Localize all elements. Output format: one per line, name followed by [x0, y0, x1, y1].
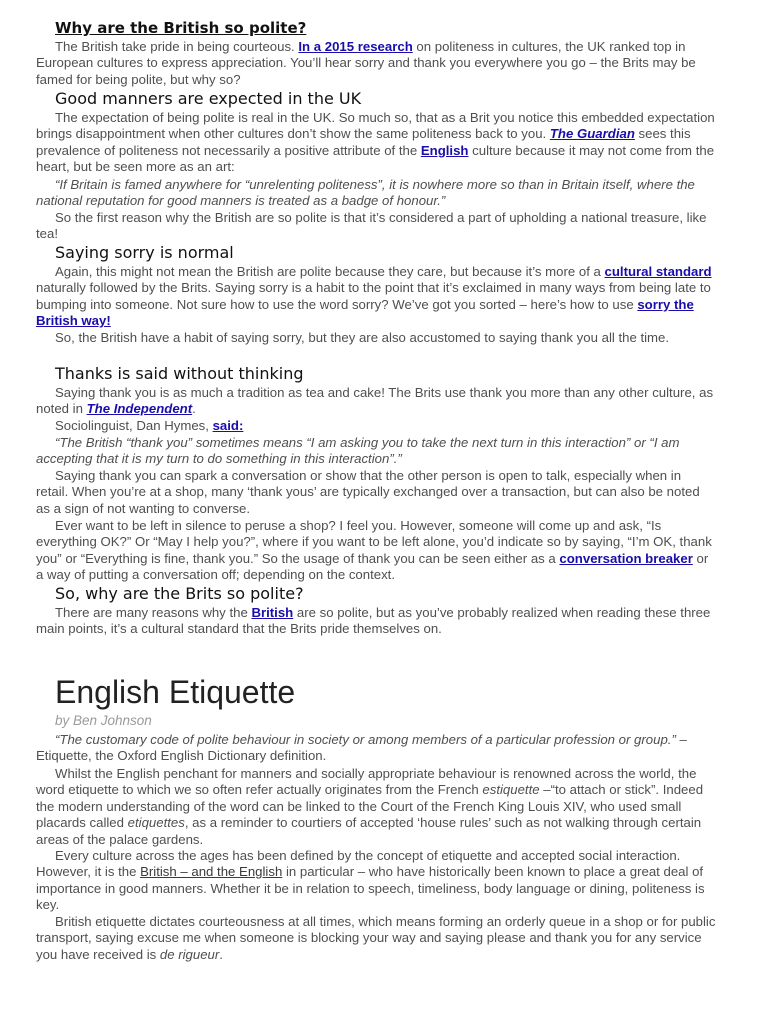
- heading-saying-sorry: Saying sorry is normal: [55, 243, 234, 262]
- paragraph-conversation: Saying thank you can spark a conversation or show that the other person is open to talk, especially when in retail. When you’re at a shop, many ‘thank yous’ are typically exchanged over a transaction, but can also be noted as a sign of not wanting to converse.: [36, 468, 700, 516]
- text: or a way of putting a conversation off; depending on the context.: [36, 550, 709, 583]
- text: Whilst the English penchant for manners and socially appropriate behaviour is renowned across the world, the word etiquette to which we so often refer actually originates from the French: [36, 766, 697, 798]
- text: The British take pride in being courteous.: [55, 39, 299, 54]
- text: de rigueur: [159, 946, 220, 962]
- text: estiquette: [482, 782, 540, 798]
- text: .: [219, 946, 223, 962]
- text: in particular – who have historically been known to place a great deal of importance in good manners. Whether it be in relation to speech, timeliness, body language or dining, politeness is key.: [36, 864, 705, 913]
- text: Again, this might not mean the British are polite because they care, but because it’s more of a: [55, 264, 605, 279]
- byline: by Ben Johnson: [55, 713, 152, 728]
- paragraph-intro: [36, 39, 716, 88]
- quote-guardian: “If Britain is famed anywhere for “unrelenting politeness”, it is nowhere more so than in Britain itself, where the national reputation for good manners is treated as a badge of honour.”: [36, 177, 695, 209]
- text: on politeness in cultures, the UK ranked top in European cultures to express appreciation. You’ll hear sorry and thank you everywhere you go – the Brits may be famed for being polite, but why so?: [36, 39, 696, 87]
- paragraph-culture: [36, 848, 716, 914]
- text: There are many reasons why the: [55, 605, 252, 620]
- article-title: Why are the British so polite?: [55, 19, 307, 37]
- link-cultural-standard[interactable]: cultural standard: [604, 264, 712, 279]
- link-british[interactable]: British: [251, 605, 294, 620]
- paragraph-first-reason: So the first reason why the British are so polite is that it’s considered a part of upholding a national treasure, like tea!: [36, 210, 707, 242]
- link-sorry-british-way[interactable]: sorry the British way!: [36, 296, 694, 329]
- link-british-and-english[interactable]: British – and the English: [140, 864, 283, 880]
- paragraph-conclusion: [36, 605, 716, 638]
- link-said[interactable]: said:: [212, 418, 244, 433]
- paragraph-expectation: [36, 110, 716, 176]
- text: naturally followed by the Brits. Saying sorry is a habit to the point that it’s exclaimed in many ways from being late to bumping into someone. Not sure how to use the word sorry? We’ve got you sorted – here’s how to use: [36, 280, 711, 312]
- link-conversation-breaker[interactable]: conversation breaker: [559, 550, 693, 566]
- text: –“to attach or stick”. Indeed the modern understanding of the word can be linked to the Court of the French King Louis XIV, who used small placards called: [36, 782, 704, 831]
- link-the-independent[interactable]: The Independent: [86, 401, 193, 417]
- heading-good-manners: Good manners are expected in the UK: [55, 89, 362, 108]
- text: etiquettes: [127, 815, 185, 831]
- text: .: [192, 401, 196, 417]
- text: “The customary code of polite behaviour in society or among members of a particular profession or group.”: [55, 732, 676, 747]
- paragraph-sorry: [36, 264, 716, 330]
- paragraph-courteousness: [36, 914, 716, 963]
- heading-so-why: So, why are the Brits so polite?: [55, 584, 304, 603]
- text: British etiquette dictates courteousness at all times, which means forming an orderly queue in a shop or for public transport, saying excuse me when someone is blocking your way and saying please and thank you for any service you have received is: [36, 914, 716, 962]
- text: , as a reminder to courtiers of accepted ‘house rules’ such as not walking through certain areas of the palace gardens.: [36, 815, 702, 847]
- heading-thanks: Thanks is said without thinking: [55, 364, 304, 383]
- etiquette-title: English Etiquette: [55, 674, 296, 710]
- text: are so polite, but as you’ve probably realized when reading these three main points, it’s a cultural standard that the Brits pride themselves on.: [36, 605, 711, 637]
- text: culture because it may not come from the heart, but be seen more as an art:: [36, 142, 715, 175]
- text: Every culture across the ages has been defined by the concept of etiquette and accepted social interaction. However, it is the: [36, 848, 681, 880]
- text: Sociolinguist, Dan Hymes,: [55, 418, 213, 433]
- paragraph-shop: [36, 518, 716, 584]
- link-2015-research[interactable]: In a 2015 research: [298, 39, 413, 54]
- paragraph-origin: [36, 766, 716, 848]
- paragraph-definition: [36, 732, 716, 765]
- text: The expectation of being polite is real in the UK. So much so, that as a Brit you notice this embedded expectation brings disappointment when other cultures don’t show the same politeness back to you.: [36, 110, 715, 142]
- link-english[interactable]: English: [420, 142, 469, 158]
- text: Saying thank you is as much a tradition as tea and cake! The Brits use thank you more than any other culture, as noted in: [36, 385, 714, 417]
- paragraph-thank-you: [36, 385, 716, 418]
- text: – Etiquette, the Oxford English Dictionary definition.: [36, 732, 687, 764]
- paragraph-habit: So, the British have a habit of saying sorry, but they are also accustomed to saying thank you all the time.: [55, 330, 670, 345]
- paragraph-sociolinguist: [36, 418, 716, 434]
- text: Ever want to be left in silence to peruse a shop? I feel you. However, someone will come up and ask, “Is everything OK?” Or “May I help you?”, where if you want to be left alone, you’d indicate so by saying, “I’m OK, thank you” or “Everything is fine, thank you.” So the usage of thank you can be seen either as a: [36, 518, 712, 566]
- quote-hymes: “The British “thank you” sometimes means “I am asking you to take the next turn in this interaction” or “I am accepting that it is my turn to do something in this interaction”.”: [36, 435, 680, 467]
- text: sees this prevalence of politeness not necessarily a positive attribute of the: [36, 126, 691, 158]
- link-the-guardian[interactable]: The Guardian: [549, 126, 635, 142]
